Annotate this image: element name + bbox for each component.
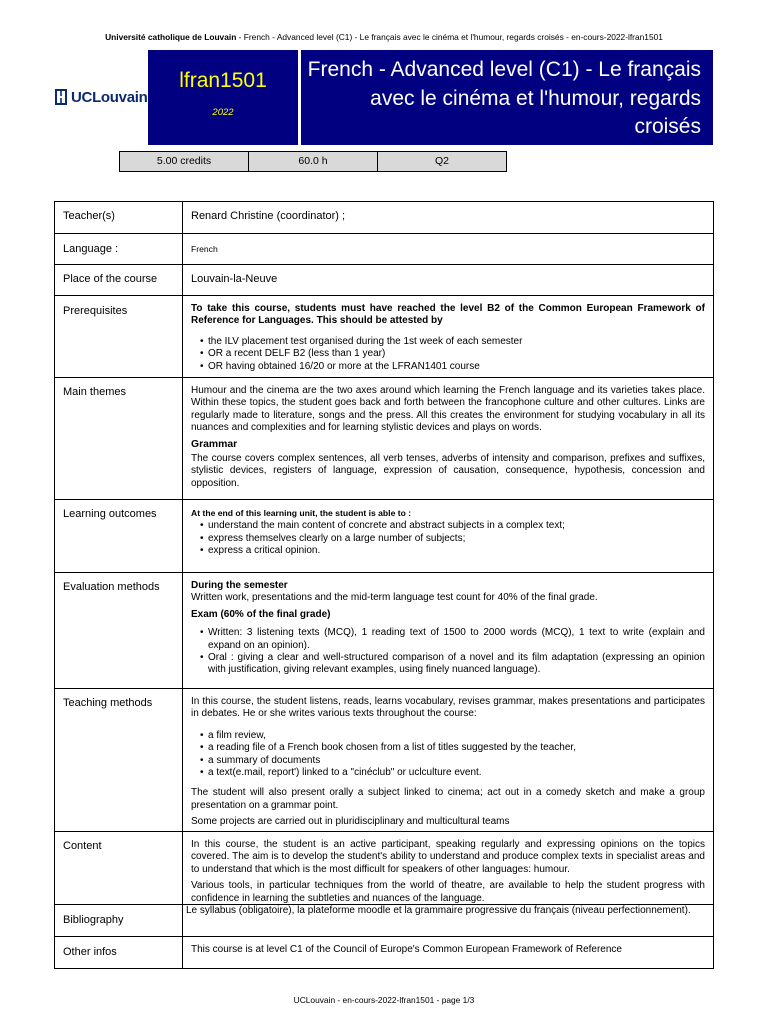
label-bibliography: Bibliography — [55, 905, 183, 936]
teaching-paragraph-3: Some projects are carried out in pluridisciplinary and multicultural teams — [191, 816, 510, 828]
header-course-path: - French - Advanced level (C1) - Le français avec le cinéma et l'humour, regards croisés - en-cours-2022-lfran1501 — [236, 32, 663, 42]
label-place: Place of the course — [55, 265, 183, 295]
evaluation-semester-text: Written work, presentations and the mid-term language test count for 40% of the final grade. — [191, 592, 598, 604]
value-bibliography — [183, 905, 713, 936]
row-evaluation — [55, 573, 713, 689]
value-other-infos — [183, 937, 713, 968]
content-paragraph-1: In this course, the student is an active participant, speaking regularly and expressing opinions on the topics covered. The aim is to develop the student's ability to understand and produce complex texts in specialist areas and to understand that which is the most difficult for speakers of other languages: humour. — [191, 839, 705, 875]
quadrimester-value: Q2 — [434, 155, 449, 167]
credits-bar — [119, 151, 507, 172]
document-header — [0, 32, 768, 42]
header-university: Université catholique de Louvain — [105, 32, 237, 42]
row-prerequisites — [55, 296, 713, 378]
list-item: • express themselves clearly on a large number of subjects; — [203, 533, 705, 545]
other-infos-text: This course is at level C1 of the Council of Europe's Common European Framework of Reference — [191, 944, 622, 955]
list-item: • OR a recent DELF B2 (less than 1 year) — [203, 348, 705, 360]
course-title-box — [301, 50, 713, 145]
uclouvain-logo — [54, 87, 147, 107]
value-teaching-methods — [183, 689, 713, 831]
course-title: French - Advanced level (C1) - Le français avec le cinéma et l'humour, regards croisés — [307, 58, 701, 138]
label-other-infos: Other infos — [55, 937, 183, 968]
label-main-themes: Main themes — [55, 378, 183, 499]
row-place — [55, 265, 713, 296]
outcomes-list — [191, 520, 705, 557]
list-item: • express a critical opinion. — [203, 545, 705, 557]
row-bibliography — [55, 905, 713, 937]
label-teachers: Teacher(s) — [55, 202, 183, 233]
prerequisites-intro: To take this course, students must have reached the level B2 of the Common European Framework of Reference for Languages. This should be attested by — [191, 303, 705, 327]
grammar-paragraph: The course covers complex sentences, all verb tenses, adverbs of intensity and comparison, prefixes and suffixes, stylistic devices, registers of language, expression of causation, consequence, hypothesis, concession and opposition. — [191, 453, 705, 489]
list-item: • understand the main content of concrete and abstract subjects in a complex text; — [203, 520, 705, 532]
row-main-themes — [55, 378, 713, 500]
list-item: • a summary of documents — [203, 755, 705, 767]
page-footer: UCLouvain - en-cours-2022-lfran1501 - page 1/3 — [293, 995, 475, 1005]
uclouvain-logo-icon — [54, 88, 68, 106]
logo-text: UCLouvain — [71, 88, 148, 106]
course-code: lfran1501 — [179, 69, 267, 92]
prerequisites-list — [191, 336, 705, 373]
row-learning-outcomes — [55, 500, 713, 573]
content-paragraph-2: Various tools, in particular techniques from the world of theatre, are available to help the student progress with confidence in learning the subtleties and nuances of the language. — [191, 880, 705, 904]
list-item: • OR having obtained 16/20 or more at the LFRAN1401 course — [203, 361, 705, 373]
evaluation-list — [191, 627, 705, 677]
list-item: • Written: 3 listening texts (MCQ), 1 reading text of 1500 to 2000 words (MCQ), 1 text to write (explain and expand on an opinion). — [203, 627, 705, 652]
row-teaching-methods — [55, 689, 713, 832]
label-language: Language : — [55, 234, 183, 264]
label-learning-outcomes: Learning outcomes — [55, 500, 183, 572]
row-language — [55, 234, 713, 265]
label-teaching-methods: Teaching methods — [55, 689, 183, 831]
row-other-infos — [55, 937, 713, 968]
value-learning-outcomes — [183, 500, 713, 572]
teaching-list — [191, 730, 705, 780]
row-teachers — [55, 202, 713, 234]
teaching-intro: In this course, the student listens, reads, learns vocabulary, revises grammar, makes presentations and participates in debates. He or she writes various texts throughout the course: — [191, 696, 705, 720]
value-evaluation — [183, 573, 713, 688]
place-text: Louvain-la-Neuve — [191, 273, 278, 285]
value-prerequisites — [183, 296, 713, 377]
label-content: Content — [55, 832, 183, 904]
value-teachers — [183, 202, 713, 233]
hours-value: 60.0 h — [249, 152, 378, 171]
language-text: French — [191, 244, 218, 254]
teaching-paragraph-2: The student will also present orally a subject linked to cinema; act out in a comedy sketch and make a group presentation on a grammar point. — [191, 787, 705, 811]
list-item: • a reading file of a French book chosen from a list of titles suggested by the teacher, — [203, 742, 705, 754]
value-main-themes — [183, 378, 713, 499]
themes-paragraph: Humour and the cinema are the two axes around which learning the French language and its varieties takes place. Within these topics, the student goes back and forth between the francophone culture and other cultures. Links are regularly made to literature, songs and the press. All this creates the environment for studying vocabulary in all its nuances and complexities and for learning stylistic devices and plays on words. — [191, 385, 705, 434]
list-item: • Oral : giving a clear and well-structured comparison of a novel and its film adaptation (expressing an opinion with justification, giving relevant examples, using finely nuanced language). — [203, 652, 705, 677]
credits-value: 5.00 credits — [120, 152, 249, 171]
course-year: 2022 — [212, 107, 234, 118]
label-prerequisites: Prerequisites — [55, 296, 183, 377]
list-item: • a film review, — [203, 730, 705, 742]
value-place — [183, 265, 713, 295]
evaluation-exam-heading: Exam (60% of the final grade) — [191, 608, 331, 620]
evaluation-semester-heading: During the semester — [191, 580, 288, 591]
course-code-box — [148, 50, 298, 145]
teachers-text: Renard Christine (coordinator) ; — [191, 210, 346, 222]
row-content — [55, 832, 713, 905]
list-item: • a text(e.mail, report') linked to a "cinéclub" or uclculture event. — [203, 767, 705, 779]
label-evaluation: Evaluation methods — [55, 573, 183, 688]
outcomes-intro: At the end of this learning unit, the student is able to : — [191, 508, 412, 518]
list-item: • the ILV placement test organised during the 1st week of each semester — [203, 336, 705, 348]
course-info-table — [54, 201, 714, 969]
value-language — [183, 234, 713, 264]
grammar-heading: Grammar — [191, 438, 238, 450]
bibliography-text: Le syllabus (obligatoire), la plateforme moodle et la grammaire progressive du français (niveau perfectionnement). — [186, 905, 691, 916]
value-content — [183, 832, 713, 904]
